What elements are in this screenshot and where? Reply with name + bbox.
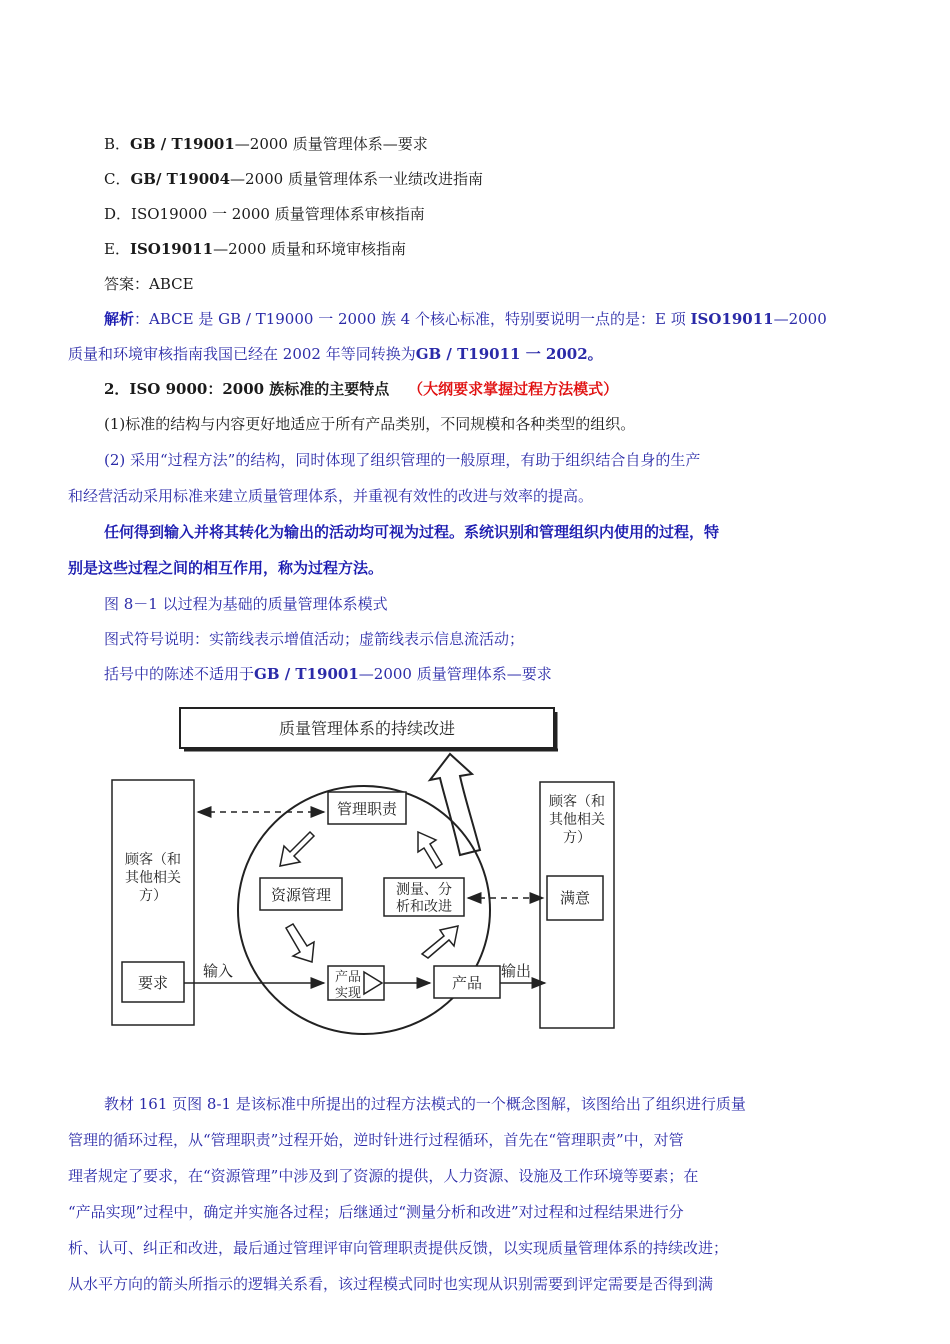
continual-improvement-box xyxy=(180,708,558,750)
body-line-6: 从水平方向的箭头所指示的逻辑关系看，该过程模式同时也实现从识别需要到评定需要是否得到满 xyxy=(68,1275,714,1293)
management-responsibility-box xyxy=(328,792,406,824)
continual-improvement-label: 质量管理体系的持续改进 xyxy=(278,719,456,738)
body-line-4: “产品实现”过程中，确定并实施各过程；后继通过“测量分析和改进”对过程和过程结果进行分 xyxy=(68,1203,684,1221)
svg-text:顾客（和: 顾客（和 xyxy=(125,852,181,868)
measurement-analysis-box xyxy=(384,878,464,916)
svg-text:其他相关: 其他相关 xyxy=(549,812,605,828)
requirements-box xyxy=(122,962,184,1002)
figure-note: 括号中的陈述不适用于GB / T19001—2000 质量管理体系—要求 xyxy=(104,665,552,683)
svg-text:顾客（和: 顾客（和 xyxy=(549,794,605,810)
option-c: C．GB/ T19004—2000 质量管理体系一业绩改进指南 xyxy=(104,170,483,188)
figure-caption: 图 8－1 以过程为基础的质量管理体系模式 xyxy=(104,595,388,613)
product-realization-box xyxy=(328,966,384,1001)
body-line-5: 析、认可、纠正和改进，最后通过管理评审向管理职责提供反馈，以实现质量管理体系的持续改进； xyxy=(68,1239,729,1257)
section-2-heading: 2．ISO 9000：2000 族标准的主要特点 （大纲要求掌握过程方法模式） xyxy=(104,380,619,398)
definition-line-2: 别是这些过程之间的相互作用，称为过程方法。 xyxy=(68,559,384,577)
analysis-line-1: 解析：ABCE 是 GB / T19000 一 2000 族 4 个核心标准，特别要说明一点的是：E 项 ISO19011—2000 xyxy=(104,310,827,328)
svg-text:满意: 满意 xyxy=(559,889,591,907)
output-label: 输出 xyxy=(500,962,532,980)
svg-text:析和改进: 析和改进 xyxy=(396,899,452,915)
input-label: 输入 xyxy=(202,962,234,980)
svg-text:方）: 方） xyxy=(563,830,591,846)
svg-text:管理职责: 管理职责 xyxy=(336,800,398,818)
svg-text:方）: 方） xyxy=(139,888,167,904)
cycle-arrow-resource-to-realization xyxy=(286,924,314,962)
answer: 答案：ABCE xyxy=(104,275,194,293)
analysis-line-2: 质量和环境审核指南我国已经在 2002 年等同转换为GB / T19011 一 2002。 xyxy=(68,345,603,363)
body-line-1: 教材 161 页图 8-1 是该标准中所提出的过程方法模式的一个概念图解，该图给出了组织进行质量 xyxy=(104,1095,746,1113)
svg-text:测量、分: 测量、分 xyxy=(396,882,452,898)
svg-text:其他相关: 其他相关 xyxy=(125,870,181,886)
body-line-2: 管理的循环过程，从“管理职责”过程开始，逆时针进行过程循环，首先在“管理职责”中，对管 xyxy=(68,1131,684,1149)
body-line-3: 理者规定了要求，在“资源管理”中涉及到了资源的提供，人力资源、设施及工作环境等要素；在 xyxy=(68,1167,699,1185)
cycle-arrow-realization-to-measure xyxy=(422,926,458,958)
svg-text:产品: 产品 xyxy=(334,970,362,985)
svg-text:产品: 产品 xyxy=(451,974,483,992)
svg-text:实现: 实现 xyxy=(334,986,362,1001)
feature-point-2-line-2: 和经营活动采用标准来建立质量管理体系，并重视有效性的改进与效率的提高。 xyxy=(68,487,594,505)
analysis-label: 解析 xyxy=(104,310,135,328)
svg-text:资源管理: 资源管理 xyxy=(270,886,332,904)
resource-management-box xyxy=(260,878,342,910)
product-box xyxy=(434,966,500,998)
option-e: E．ISO19011—2000 质量和环境审核指南 xyxy=(104,240,407,258)
definition-line-1: 任何得到输入并将其转化为输出的活动均可视为过程。系统识别和管理组织内使用的过程，特 xyxy=(104,523,720,541)
cycle-arrow-mgmt-to-resource xyxy=(280,832,314,866)
svg-text:要求: 要求 xyxy=(137,974,169,992)
satisfaction-box xyxy=(547,876,603,920)
cycle-arrow-measure-to-mgmt xyxy=(418,832,442,868)
feature-point-1: (1)标准的结构与内容更好地适应于所有产品类别，不同规模和各种类型的组织。 xyxy=(104,415,636,433)
option-d: D．ISO19000 一 2000 质量管理体系审核指南 xyxy=(104,205,425,223)
figure-legend: 图式符号说明：实箭线表示增值活动；虚箭线表示信息流活动； xyxy=(104,630,525,648)
syllabus-note: （大纲要求掌握过程方法模式） xyxy=(408,380,619,398)
option-b: B．GB / T19001—2000 质量管理体系—要求 xyxy=(104,135,428,153)
process-model-diagram xyxy=(100,700,630,1040)
feature-point-2-line-1: (2) 采用“过程方法”的结构，同时体现了组织管理的一般原理，有助于组织结合自身的生产 xyxy=(104,451,701,469)
